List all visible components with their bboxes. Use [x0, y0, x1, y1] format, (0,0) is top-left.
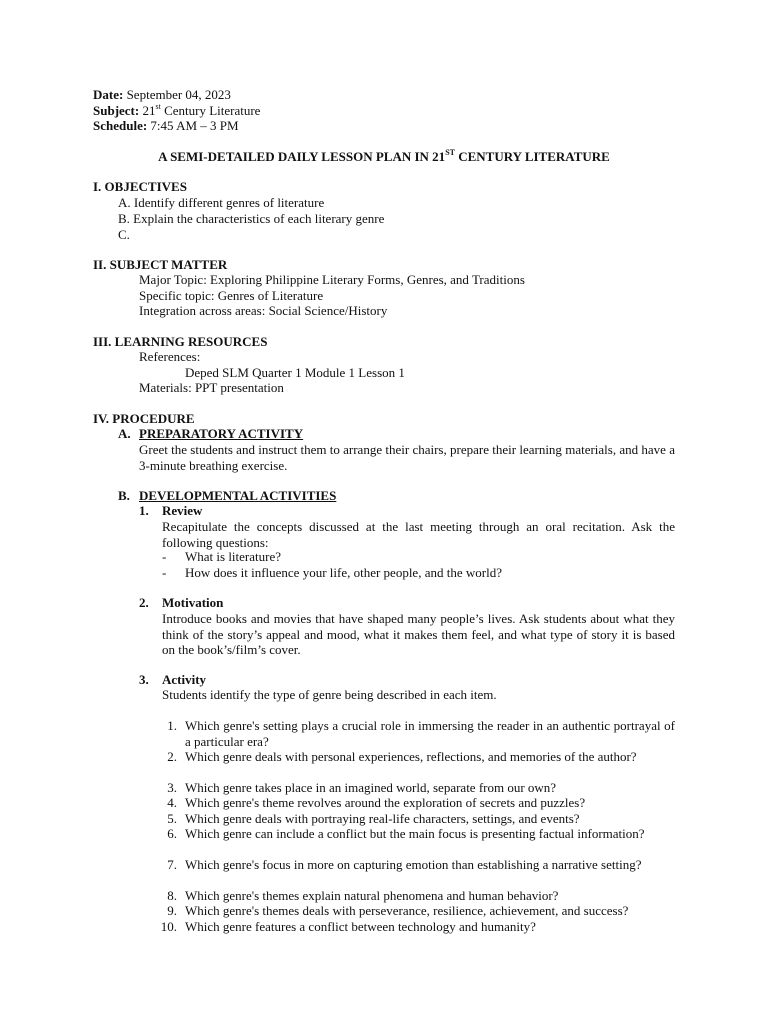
schedule-label: Schedule:: [93, 118, 148, 133]
question-text: Which genre's themes explain natural phenomena and human behavior?: [185, 888, 559, 903]
date-value: September 04, 2023: [126, 87, 231, 102]
preparatory-activity-title: PREPARATORY ACTIVITY: [139, 426, 304, 441]
schedule-line: [93, 118, 239, 134]
materials: Materials: PPT presentation: [139, 380, 284, 395]
question-number: 10.: [160, 919, 177, 934]
question-number: 3.: [167, 780, 177, 795]
question-number: 6.: [167, 826, 177, 841]
question-text: Which genre features a conflict between technology and humanity?: [185, 919, 536, 934]
preparatory-activity-text: Greet the students and instruct them to arrange their chairs, prepare their learning materials, and have a 3-minute breathing exercise.: [139, 442, 675, 473]
question-number: 7.: [167, 857, 177, 872]
objective-c: C.: [118, 227, 130, 242]
objective-a: A. Identify different genres of literature: [118, 195, 325, 210]
subject-label: Subject:: [93, 103, 140, 118]
motivation-number: 2.: [139, 595, 149, 610]
activity-number: 3.: [139, 672, 149, 687]
references-label: References:: [139, 349, 201, 364]
schedule-value: 7:45 AM – 3 PM: [150, 118, 239, 133]
date-label: Date:: [93, 87, 124, 102]
title-post: CENTURY LITERATURE: [458, 149, 610, 164]
question-number: 9.: [167, 903, 177, 918]
motivation-title: Motivation: [162, 595, 224, 610]
question-number: 1.: [167, 718, 177, 733]
page-title: [0, 149, 768, 165]
subject-value-pre: 21: [142, 103, 156, 118]
question-text: Which genre takes place in an imagined world, separate from our own?: [185, 780, 557, 795]
question-text: Which genre can include a conflict but the main focus is presenting factual information?: [185, 826, 645, 841]
review-number: 1.: [139, 503, 149, 518]
subject-value-sup: st: [155, 101, 161, 111]
objective-b: B. Explain the characteristics of each literary genre: [118, 211, 385, 226]
question-text: Which genre's setting plays a crucial role in immersing the reader in an authentic portrayal of a particular era?: [185, 718, 675, 749]
resources-heading: III. LEARNING RESOURCES: [93, 334, 268, 349]
review-dash-1: -: [162, 549, 167, 564]
subject-line: [93, 103, 260, 119]
integration: Integration across areas: Social Science/History: [139, 303, 388, 318]
question-text: Which genre's focus in more on capturing emotion than establishing a narrative setting?: [185, 857, 642, 872]
review-title: Review: [162, 503, 203, 518]
developmental-activities-title: DEVELOPMENTAL ACTIVITIES: [139, 488, 337, 503]
motivation-text: Introduce books and movies that have shaped many people’s lives. Ask students about what they think of the story’s appeal and mood, what it makes them feel, and what type of story it is based on the book’s/film’s cover.: [162, 611, 675, 657]
review-dash-2: -: [162, 565, 167, 580]
title-sup: ST: [445, 147, 455, 157]
date-line: [93, 87, 231, 103]
subject-matter-heading: II. SUBJECT MATTER: [93, 257, 228, 272]
title-pre: A SEMI-DETAILED DAILY LESSON PLAN IN 21: [158, 149, 446, 164]
question-text: Which genre deals with portraying real-life characters, settings, and events?: [185, 811, 580, 826]
review-text: Recapitulate the concepts discussed at the last meeting through an oral recitation. Ask the following questions:: [162, 519, 675, 550]
section-b-letter: B.: [118, 488, 130, 503]
question-number: 8.: [167, 888, 177, 903]
question-text: Which genre's themes deals with perseverance, resilience, achievement, and success?: [185, 903, 629, 918]
major-topic: Major Topic: Exploring Philippine Literary Forms, Genres, and Traditions: [139, 272, 525, 287]
question-number: 5.: [167, 811, 177, 826]
activity-title: Activity: [162, 672, 207, 687]
reference-item: Deped SLM Quarter 1 Module 1 Lesson 1: [185, 365, 405, 380]
procedure-heading: IV. PROCEDURE: [93, 411, 195, 426]
review-question-1: What is literature?: [185, 549, 282, 564]
specific-topic: Specific topic: Genres of Literature: [139, 288, 324, 303]
question-number: 4.: [167, 795, 177, 810]
activity-intro: Students identify the type of genre being described in each item.: [162, 687, 497, 702]
objectives-heading: I. OBJECTIVES: [93, 179, 187, 194]
question-text: Which genre deals with personal experiences, reflections, and memories of the author?: [185, 749, 637, 764]
subject-value-post: Century Literature: [164, 103, 261, 118]
review-question-2: How does it influence your life, other people, and the world?: [185, 565, 502, 580]
question-number: 2.: [167, 749, 177, 764]
section-a-letter: A.: [118, 426, 131, 441]
question-text: Which genre's theme revolves around the exploration of secrets and puzzles?: [185, 795, 586, 810]
